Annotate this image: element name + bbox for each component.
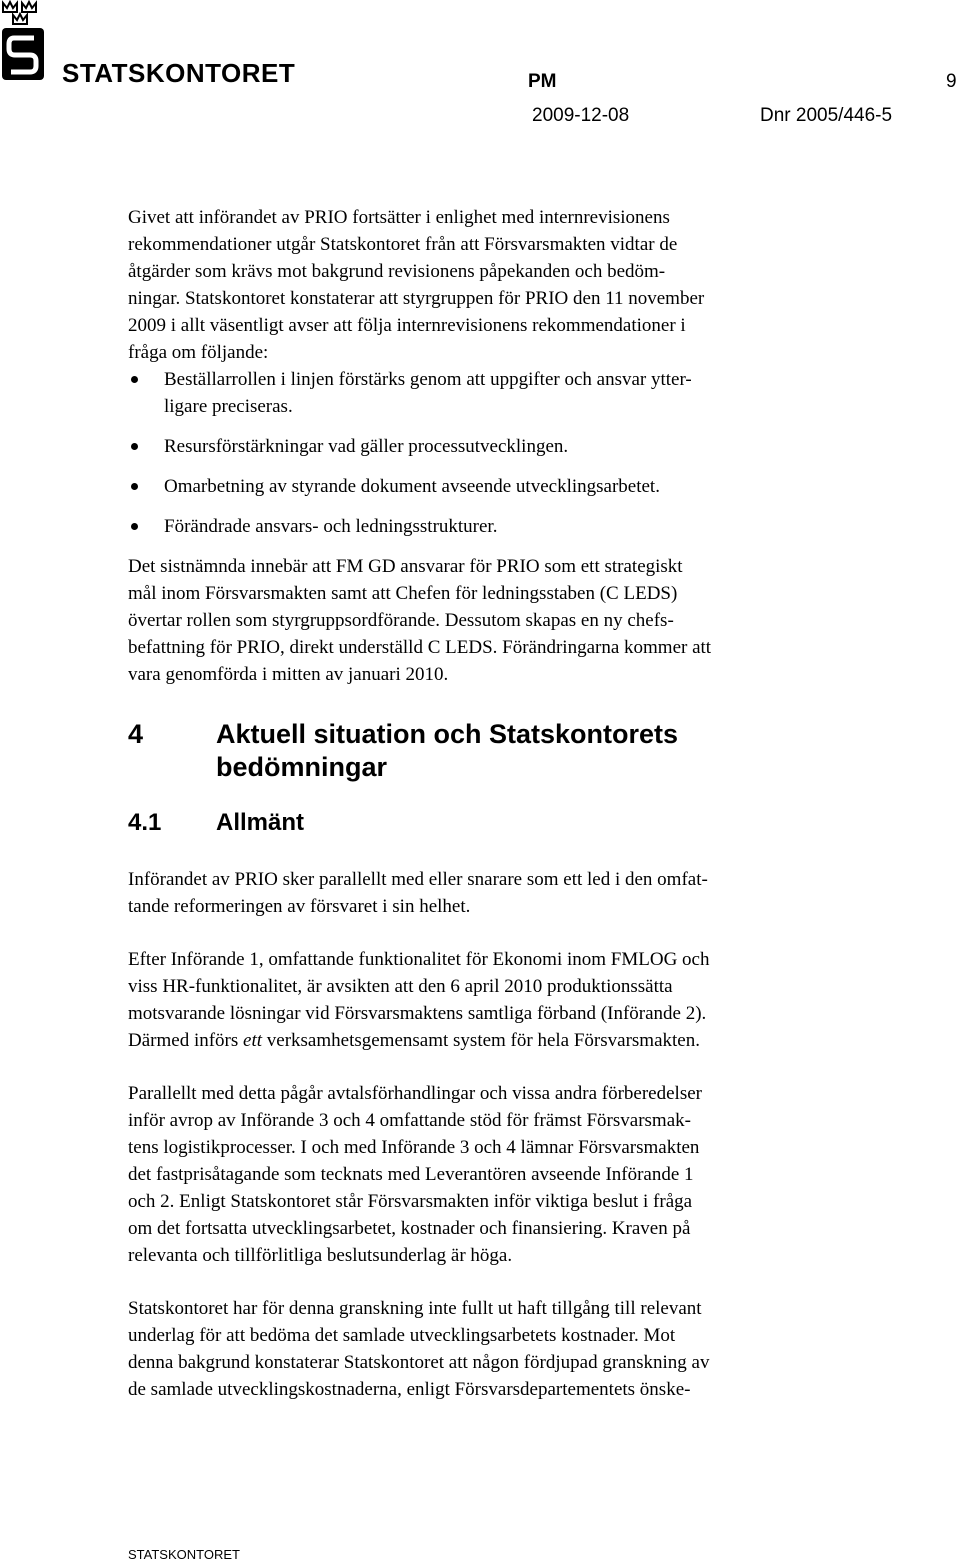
text-line: Statskontoret har för denna granskning inte fullt ut haft tillgång till relevant bbox=[128, 1298, 702, 1319]
emphasis-text: ett bbox=[243, 1030, 263, 1051]
text-segment: Därmed införs bbox=[128, 1030, 244, 1051]
text-line: Beställarrollen i linjen förstärks genom att uppgifter och ansvar ytter- bbox=[164, 369, 692, 390]
text-line: underlag för att bedöma det samlade utvecklingsarbetets kostnader. Mot bbox=[128, 1325, 676, 1346]
text-line: Resursförstärkningar vad gäller processutvecklingen. bbox=[164, 436, 569, 457]
document-type: PM bbox=[528, 71, 557, 92]
list-item bbox=[128, 366, 848, 420]
text-line: inför avrop av Införande 3 och 4 omfattande stöd för främst Försvarsmak- bbox=[128, 1110, 691, 1131]
text-line: Omarbetning av styrande dokument avseende utvecklingsarbetet. bbox=[164, 476, 660, 497]
text-line bbox=[128, 1027, 848, 1054]
text-line: övertar rollen som styrgruppsordförande. Dessutom skapas en ny chefs- bbox=[128, 610, 674, 631]
text-line: fråga om följande: bbox=[128, 342, 269, 363]
crown-s-emblem-icon bbox=[0, 0, 60, 90]
list-item bbox=[128, 513, 848, 540]
text-line: Efter Införande 1, omfattande funktionalitet för Ekonomi inom FMLOG och bbox=[128, 949, 710, 970]
statskontoret-logo bbox=[0, 0, 300, 90]
text-line: Införandet av PRIO sker parallellt med eller snarare som ett led i den omfat- bbox=[128, 869, 708, 890]
text-line: denna bakgrund konstaterar Statskontoret att någon fördjupad granskning av bbox=[128, 1352, 710, 1373]
paragraph-reform bbox=[128, 866, 848, 920]
text-line: ligare preciseras. bbox=[164, 396, 293, 417]
section-number: 4.1 bbox=[128, 809, 162, 836]
section-heading-4-1 bbox=[128, 808, 848, 838]
bullet-icon bbox=[131, 443, 138, 450]
text-line: relevanta och tillförlitliga beslutsunderlag är höga. bbox=[128, 1245, 513, 1266]
text-line: tande reformeringen av försvaret i sin helhet. bbox=[128, 896, 471, 917]
section-number: 4 bbox=[128, 719, 144, 749]
paragraph-intro bbox=[128, 204, 848, 366]
section-title-line: Aktuell situation och Statskontorets bbox=[216, 719, 679, 749]
text-line: Det sistnämnda innebär att FM GD ansvarar för PRIO som ett strategiskt bbox=[128, 556, 683, 577]
bullet-icon bbox=[131, 483, 138, 490]
diary-number: Dnr 2005/446-5 bbox=[760, 105, 893, 126]
text-line: tens logistikprocesser. I och med Införande 3 och 4 lämnar Försvarsmakten bbox=[128, 1137, 700, 1158]
text-line: och 2. Enligt Statskontoret står Försvarsmakten inför viktiga beslut i fråga bbox=[128, 1191, 693, 1212]
paragraph-costs bbox=[128, 1295, 848, 1403]
text-line: Förändrade ansvars- och ledningsstrukturer. bbox=[164, 516, 498, 537]
text-line: mål inom Försvarsmakten samt att Chefen för ledningsstaben (C LEDS) bbox=[128, 583, 678, 604]
document-date: 2009-12-08 bbox=[532, 105, 630, 126]
bullet-icon bbox=[131, 376, 138, 383]
text-line: viss HR-funktionalitet, är avsikten att den 6 april 2010 produktionssätta bbox=[128, 976, 673, 997]
page-number: 9 bbox=[946, 71, 957, 92]
document-body bbox=[128, 204, 848, 1403]
paragraph-rollout bbox=[128, 946, 848, 1054]
list-item bbox=[128, 473, 848, 500]
section-title: Allmänt bbox=[216, 809, 305, 836]
list-item bbox=[128, 433, 848, 460]
text-line: det fastprisåtagande som tecknats med Leverantören avseende Införande 1 bbox=[128, 1164, 694, 1185]
bullet-icon bbox=[131, 523, 138, 530]
text-segment: verksamhetsgemensamt system för hela Försvarsmakten. bbox=[262, 1030, 700, 1051]
section-title-line: bedömningar bbox=[216, 752, 388, 782]
text-line: Givet att införandet av PRIO fortsätter i enlighet med internrevisionens bbox=[128, 207, 670, 228]
bullet-list bbox=[128, 366, 848, 540]
text-line: åtgärder som krävs mot bakgrund revisionens påpekanden och bedöm- bbox=[128, 261, 666, 282]
text-line: motsvarande lösningar vid Försvarsmaktens samtliga förband (Införande 2). bbox=[128, 1003, 707, 1024]
paragraph-negotiations bbox=[128, 1080, 848, 1269]
text-line: de samlade utvecklingskostnaderna, enligt Försvarsdepartementets önske- bbox=[128, 1379, 691, 1400]
text-line: om det fortsatta utvecklingsarbetet, kostnader och finansiering. Kraven på bbox=[128, 1218, 691, 1239]
section-heading-4 bbox=[128, 718, 848, 784]
text-line: Parallellt med detta pågår avtalsförhandlingar och vissa andra förberedelser bbox=[128, 1083, 702, 1104]
text-line: ningar. Statskontoret konstaterar att styrgruppen för PRIO den 11 november bbox=[128, 288, 705, 309]
text-line: befattning för PRIO, direkt underställd C LEDS. Förändringarna kommer att bbox=[128, 637, 712, 658]
text-line: vara genomförda i mitten av januari 2010. bbox=[128, 664, 449, 685]
text-line: 2009 i allt väsentligt avser att följa internrevisionens rekommendationer i bbox=[128, 315, 686, 336]
paragraph-leadership bbox=[128, 553, 848, 688]
page-footer: STATSKONTORET bbox=[128, 1547, 240, 1562]
text-line: rekommendationer utgår Statskontoret från att Försvarsmakten vidtar de bbox=[128, 234, 678, 255]
logo-wordmark: STATSKONTORET bbox=[62, 58, 296, 88]
